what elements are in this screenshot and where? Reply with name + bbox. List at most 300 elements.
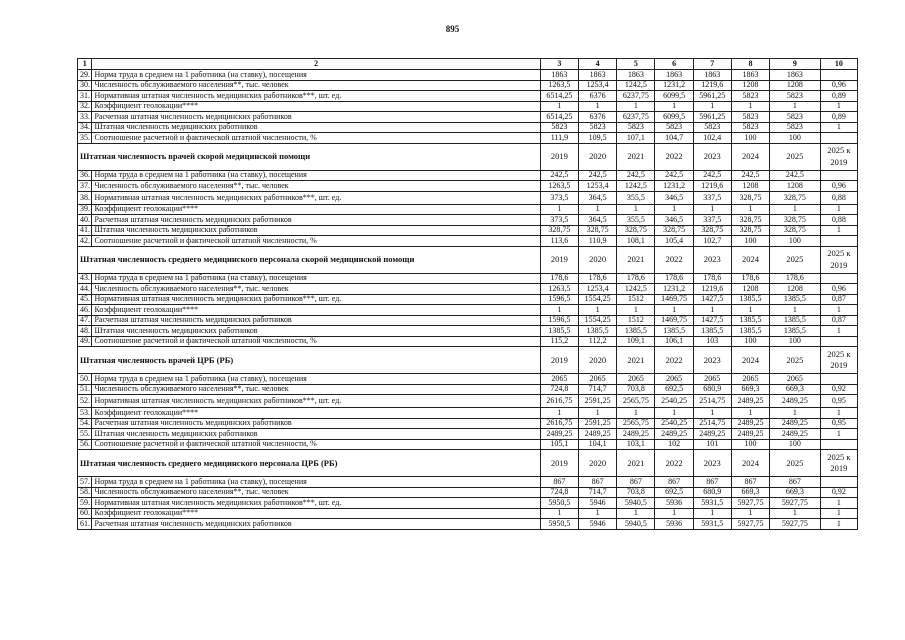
table-row	[78, 273, 858, 284]
value-cell: 6376	[579, 112, 617, 123]
value-cell: 328,75	[693, 225, 731, 236]
value-cell: 5927,75	[731, 519, 769, 530]
year-cell: 2021	[617, 143, 655, 170]
value-cell: 1385,5	[770, 294, 821, 305]
value-cell: 1385,5	[579, 326, 617, 337]
row-number: 46.	[78, 305, 92, 316]
table-row	[78, 508, 858, 519]
indicator-label: Численность обслуживаемого населения**, тыс. человек	[92, 284, 540, 295]
value-cell: 1	[820, 326, 857, 337]
year-comparison-cell	[820, 450, 857, 477]
value-cell: 328,75	[579, 225, 617, 236]
value-cell: 100	[731, 236, 769, 247]
row-number: 55.	[78, 429, 92, 440]
value-cell: 692,5	[655, 487, 693, 498]
indicator-label: Нормативная штатная численность медицинских работников***, шт. ед.	[92, 498, 540, 509]
indicator-label: Соотношение расчетной и фактической штатной численности, %	[92, 133, 540, 144]
year-cell: 2023	[693, 246, 731, 273]
column-number-cell: 5	[617, 59, 655, 70]
value-cell: 0,87	[820, 315, 857, 326]
value-cell: 1208	[731, 284, 769, 295]
year-cell: 2023	[693, 450, 731, 477]
value-cell: 669,3	[770, 487, 821, 498]
value-cell: 2489,25	[540, 429, 578, 440]
value-cell: 5823	[540, 122, 578, 133]
value-cell: 1	[579, 101, 617, 112]
value-cell: 1	[693, 101, 731, 112]
value-cell: 105,1	[540, 439, 578, 450]
value-cell: 1	[731, 305, 769, 316]
value-cell: 1	[770, 204, 821, 215]
indicator-label: Штатная численность медицинских работников	[92, 122, 540, 133]
value-cell: 0,89	[820, 91, 857, 102]
value-cell: 714,7	[579, 487, 617, 498]
value-cell: 346,5	[655, 215, 693, 226]
value-cell: 1	[820, 408, 857, 419]
table-row	[78, 395, 858, 408]
indicator-label: Коэффициент геолокации****	[92, 101, 540, 112]
value-cell: 2565,75	[617, 395, 655, 408]
value-cell: 104,1	[579, 439, 617, 450]
value-cell: 2065	[540, 374, 578, 385]
value-cell: 1	[617, 101, 655, 112]
column-number-cell: 4	[579, 59, 617, 70]
value-cell: 337,5	[693, 215, 731, 226]
table-row	[78, 336, 858, 347]
table-row	[78, 133, 858, 144]
section-title: Штатная численность среднего медицинского персонала ЦРБ (РБ)	[78, 450, 541, 477]
value-cell: 1863	[540, 70, 578, 81]
year-comparison-cell	[820, 246, 857, 273]
year-cell: 2019	[540, 143, 578, 170]
value-cell: 364,5	[579, 191, 617, 204]
value-cell: 1	[540, 101, 578, 112]
value-cell: 1253,4	[579, 181, 617, 192]
year-cell: 2024	[731, 450, 769, 477]
value-cell: 178,6	[579, 273, 617, 284]
value-cell: 328,75	[731, 191, 769, 204]
value-cell: 2489,25	[731, 418, 769, 429]
value-cell: 6237,75	[617, 91, 655, 102]
value-cell: 2065	[655, 374, 693, 385]
year-cell: 2025	[770, 450, 821, 477]
value-cell	[820, 439, 857, 450]
value-cell: 0,96	[820, 181, 857, 192]
value-cell: 1208	[770, 181, 821, 192]
row-number: 43.	[78, 273, 92, 284]
value-cell: 328,75	[770, 225, 821, 236]
value-cell: 2489,25	[655, 429, 693, 440]
value-cell: 1	[617, 305, 655, 316]
value-cell: 346,5	[655, 191, 693, 204]
value-cell: 1263,5	[540, 80, 578, 91]
year-cell: 2025	[770, 143, 821, 170]
value-cell: 6376	[579, 91, 617, 102]
value-cell: 2540,25	[655, 418, 693, 429]
value-cell: 1863	[655, 70, 693, 81]
column-number-cell: 9	[770, 59, 821, 70]
page-number: 895	[445, 24, 460, 34]
value-cell: 1	[820, 305, 857, 316]
indicator-label: Норма труда в среднем на 1 работника (на ставку), посещения	[92, 70, 540, 81]
value-cell: 178,6	[770, 273, 821, 284]
value-cell: 0,92	[820, 384, 857, 395]
indicator-label: Штатная численность медицинских работников	[92, 429, 540, 440]
value-cell: 1863	[770, 70, 821, 81]
indicator-label: Штатная численность медицинских работников	[92, 326, 540, 337]
value-cell: 328,75	[731, 225, 769, 236]
value-cell: 1	[770, 101, 821, 112]
table-row	[78, 181, 858, 192]
value-cell: 5927,75	[731, 498, 769, 509]
value-cell: 5936	[655, 519, 693, 530]
value-cell: 1242,5	[617, 284, 655, 295]
table-row	[78, 374, 858, 385]
table-row	[78, 101, 858, 112]
year-cell: 2025	[770, 246, 821, 273]
value-cell: 111,9	[540, 133, 578, 144]
column-number-cell: 10	[820, 59, 857, 70]
indicator-label: Расчетная штатная численность медицинских работников	[92, 112, 540, 123]
year-cell: 2021	[617, 347, 655, 374]
row-number: 31.	[78, 91, 92, 102]
value-cell: 2489,25	[617, 429, 655, 440]
year-cell: 2019	[540, 347, 578, 374]
value-cell: 104,7	[655, 133, 693, 144]
value-cell: 5936	[655, 498, 693, 509]
row-number: 40.	[78, 215, 92, 226]
year-comparison-line: 2025 к	[827, 248, 851, 259]
indicator-label: Коэффициент геолокации****	[92, 508, 540, 519]
value-cell: 1	[617, 508, 655, 519]
value-cell: 5961,25	[693, 91, 731, 102]
indicator-label: Расчетная штатная численность медицинских работников	[92, 315, 540, 326]
value-cell: 5950,5	[540, 498, 578, 509]
value-cell: 0,89	[820, 112, 857, 123]
table-row	[78, 91, 858, 102]
value-cell: 5931,5	[693, 519, 731, 530]
year-cell: 2023	[693, 347, 731, 374]
indicator-label: Коэффициент геолокации****	[92, 204, 540, 215]
value-cell: 113,6	[540, 236, 578, 247]
value-cell: 2616,75	[540, 395, 578, 408]
value-cell: 1	[731, 101, 769, 112]
value-cell: 102	[655, 439, 693, 450]
value-cell: 2065	[617, 374, 655, 385]
value-cell: 867	[655, 477, 693, 488]
value-cell: 178,6	[731, 273, 769, 284]
value-cell: 108,1	[617, 236, 655, 247]
table-row	[78, 215, 858, 226]
value-cell: 1	[693, 408, 731, 419]
year-comparison-line: 2019	[830, 259, 848, 270]
table-row	[78, 498, 858, 509]
table-row	[78, 418, 858, 429]
value-cell: 355,5	[617, 215, 655, 226]
table-row	[78, 122, 858, 133]
value-cell: 1263,5	[540, 181, 578, 192]
value-cell: 1596,5	[540, 315, 578, 326]
value-cell: 5946	[579, 519, 617, 530]
table-row	[78, 70, 858, 81]
value-cell: 112,2	[579, 336, 617, 347]
section-header-row	[78, 143, 858, 170]
value-cell: 5823	[693, 122, 731, 133]
value-cell: 364,5	[579, 215, 617, 226]
section-header-row	[78, 347, 858, 374]
value-cell: 373,5	[540, 215, 578, 226]
value-cell: 1	[693, 508, 731, 519]
value-cell: 355,5	[617, 191, 655, 204]
row-number: 34.	[78, 122, 92, 133]
table-row	[78, 408, 858, 419]
row-number: 58.	[78, 487, 92, 498]
value-cell: 0,95	[820, 418, 857, 429]
value-cell: 1	[579, 305, 617, 316]
value-cell: 867	[540, 477, 578, 488]
row-number: 37.	[78, 181, 92, 192]
value-cell: 1469,75	[655, 294, 693, 305]
value-cell: 1	[579, 204, 617, 215]
indicator-label: Расчетная штатная численность медицинских работников	[92, 215, 540, 226]
value-cell: 2065	[579, 374, 617, 385]
value-cell: 328,75	[617, 225, 655, 236]
value-cell: 110,9	[579, 236, 617, 247]
value-cell: 1	[540, 305, 578, 316]
indicator-label: Соотношение расчетной и фактической штатной численности, %	[92, 439, 540, 450]
value-cell: 2489,25	[770, 429, 821, 440]
value-cell: 669,3	[731, 487, 769, 498]
value-cell: 6514,25	[540, 91, 578, 102]
value-cell: 2489,25	[731, 429, 769, 440]
value-cell: 2616,75	[540, 418, 578, 429]
value-cell	[820, 477, 857, 488]
value-cell: 1	[731, 508, 769, 519]
value-cell: 242,5	[540, 170, 578, 181]
value-cell: 2591,25	[579, 395, 617, 408]
value-cell: 1	[579, 408, 617, 419]
year-cell: 2025	[770, 347, 821, 374]
value-cell: 109,1	[617, 336, 655, 347]
value-cell: 5823	[617, 122, 655, 133]
value-cell: 1512	[617, 294, 655, 305]
row-number: 56.	[78, 439, 92, 450]
row-number: 52.	[78, 395, 92, 408]
value-cell: 242,5	[655, 170, 693, 181]
value-cell: 1	[617, 204, 655, 215]
year-cell: 2020	[579, 246, 617, 273]
table-row	[78, 326, 858, 337]
row-number: 36.	[78, 170, 92, 181]
value-cell: 1385,5	[731, 315, 769, 326]
value-cell: 5823	[731, 112, 769, 123]
column-number-cell: 1	[78, 59, 92, 70]
indicator-label: Нормативная штатная численность медицинских работников***, шт. ед.	[92, 91, 540, 102]
indicator-label: Численность обслуживаемого населения**, тыс. человек	[92, 384, 540, 395]
value-cell: 0,96	[820, 284, 857, 295]
value-cell: 703,8	[617, 487, 655, 498]
column-number-cell: 2	[92, 59, 540, 70]
value-cell: 1863	[579, 70, 617, 81]
value-cell: 1385,5	[731, 326, 769, 337]
value-cell: 328,75	[655, 225, 693, 236]
value-cell: 242,5	[770, 170, 821, 181]
value-cell: 1	[693, 204, 731, 215]
value-cell: 6237,75	[617, 112, 655, 123]
value-cell: 1	[770, 508, 821, 519]
value-cell: 242,5	[731, 170, 769, 181]
indicator-label: Коэффициент геолокации****	[92, 305, 540, 316]
value-cell: 1385,5	[540, 326, 578, 337]
value-cell: 1863	[731, 70, 769, 81]
value-cell: 109,5	[579, 133, 617, 144]
value-cell: 1208	[731, 181, 769, 192]
value-cell: 1208	[770, 284, 821, 295]
value-cell: 178,6	[540, 273, 578, 284]
indicator-label: Расчетная штатная численность медицинских работников	[92, 418, 540, 429]
year-comparison-cell	[820, 347, 857, 374]
section-title: Штатная численность врачей скорой медицинской помощи	[78, 143, 541, 170]
value-cell	[820, 273, 857, 284]
table-row	[78, 204, 858, 215]
column-number-row	[78, 59, 858, 70]
value-cell: 867	[731, 477, 769, 488]
year-comparison-line: 2025 к	[827, 145, 851, 156]
value-cell: 0,92	[820, 487, 857, 498]
year-cell: 2019	[540, 450, 578, 477]
table-row	[78, 294, 858, 305]
year-cell: 2021	[617, 450, 655, 477]
value-cell: 2489,25	[693, 429, 731, 440]
value-cell: 1253,4	[579, 80, 617, 91]
indicator-label: Норма труда в среднем на 1 работника (на ставку), посещения	[92, 273, 540, 284]
value-cell: 2591,25	[579, 418, 617, 429]
year-comparison-cell	[820, 143, 857, 170]
value-cell: 2065	[731, 374, 769, 385]
row-number: 57.	[78, 477, 92, 488]
value-cell: 337,5	[693, 191, 731, 204]
value-cell: 867	[770, 477, 821, 488]
value-cell: 1863	[617, 70, 655, 81]
indicator-label: Норма труда в среднем на 1 работника (на ставку), посещения	[92, 477, 540, 488]
value-cell: 102,7	[693, 236, 731, 247]
value-cell: 1242,5	[617, 181, 655, 192]
row-number: 29.	[78, 70, 92, 81]
row-number: 44.	[78, 284, 92, 295]
value-cell: 6099,5	[655, 91, 693, 102]
value-cell: 714,7	[579, 384, 617, 395]
year-cell: 2022	[655, 246, 693, 273]
row-number: 41.	[78, 225, 92, 236]
year-cell: 2022	[655, 347, 693, 374]
value-cell: 1208	[731, 80, 769, 91]
value-cell: 1231,2	[655, 181, 693, 192]
value-cell: 1219,6	[693, 181, 731, 192]
value-cell: 1	[770, 408, 821, 419]
table-row	[78, 429, 858, 440]
value-cell: 867	[693, 477, 731, 488]
value-cell: 5931,5	[693, 498, 731, 509]
value-cell: 1385,5	[770, 315, 821, 326]
row-number: 30.	[78, 80, 92, 91]
indicator-label: Норма труда в среднем на 1 работника (на ставку), посещения	[92, 170, 540, 181]
value-cell: 105,4	[655, 236, 693, 247]
row-number: 45.	[78, 294, 92, 305]
table-row	[78, 477, 858, 488]
value-cell: 1208	[770, 80, 821, 91]
value-cell: 178,6	[693, 273, 731, 284]
value-cell: 1	[820, 101, 857, 112]
value-cell: 1512	[617, 315, 655, 326]
year-cell: 2024	[731, 347, 769, 374]
value-cell: 669,3	[731, 384, 769, 395]
value-cell: 107,1	[617, 133, 655, 144]
value-cell: 100	[731, 133, 769, 144]
row-number: 51.	[78, 384, 92, 395]
value-cell: 1	[655, 101, 693, 112]
value-cell: 0,87	[820, 294, 857, 305]
value-cell: 1219,6	[693, 80, 731, 91]
row-number: 49.	[78, 336, 92, 347]
value-cell: 2065	[770, 374, 821, 385]
value-cell: 1	[540, 508, 578, 519]
year-comparison-line: 2025 к	[827, 451, 851, 462]
value-cell: 0,95	[820, 395, 857, 408]
column-number-cell: 6	[655, 59, 693, 70]
value-cell: 867	[617, 477, 655, 488]
value-cell: 5823	[770, 91, 821, 102]
value-cell: 242,5	[579, 170, 617, 181]
value-cell: 1219,6	[693, 284, 731, 295]
value-cell: 1469,75	[655, 315, 693, 326]
year-comparison-line: 2019	[830, 156, 848, 167]
value-cell: 1	[820, 122, 857, 133]
value-cell: 867	[579, 477, 617, 488]
value-cell: 2489,25	[770, 395, 821, 408]
value-cell: 2489,25	[770, 418, 821, 429]
indicator-label: Норма труда в среднем на 1 работника (на ставку), посещения	[92, 374, 540, 385]
value-cell: 1	[820, 498, 857, 509]
indicator-label: Штатная численность медицинских работников	[92, 225, 540, 236]
section-title: Штатная численность врачей ЦРБ (РБ)	[78, 347, 541, 374]
year-cell: 2024	[731, 246, 769, 273]
value-cell: 0,96	[820, 80, 857, 91]
table-row	[78, 315, 858, 326]
indicator-label: Расчетная штатная численность медицинских работников	[92, 519, 540, 530]
value-cell: 724,8	[540, 384, 578, 395]
value-cell: 178,6	[655, 273, 693, 284]
row-number: 35.	[78, 133, 92, 144]
value-cell: 1263,5	[540, 284, 578, 295]
table-row	[78, 80, 858, 91]
value-cell: 1231,2	[655, 80, 693, 91]
section-header-row	[78, 450, 858, 477]
row-number: 54.	[78, 418, 92, 429]
row-number: 61.	[78, 519, 92, 530]
value-cell: 5927,75	[770, 498, 821, 509]
value-cell: 1	[655, 305, 693, 316]
table-row	[78, 284, 858, 295]
year-cell: 2023	[693, 143, 731, 170]
value-cell: 1	[655, 408, 693, 419]
year-cell: 2022	[655, 450, 693, 477]
column-number-cell: 3	[540, 59, 578, 70]
value-cell: 328,75	[770, 215, 821, 226]
row-number: 50.	[78, 374, 92, 385]
value-cell: 1	[655, 204, 693, 215]
value-cell: 100	[770, 439, 821, 450]
row-number: 39.	[78, 204, 92, 215]
